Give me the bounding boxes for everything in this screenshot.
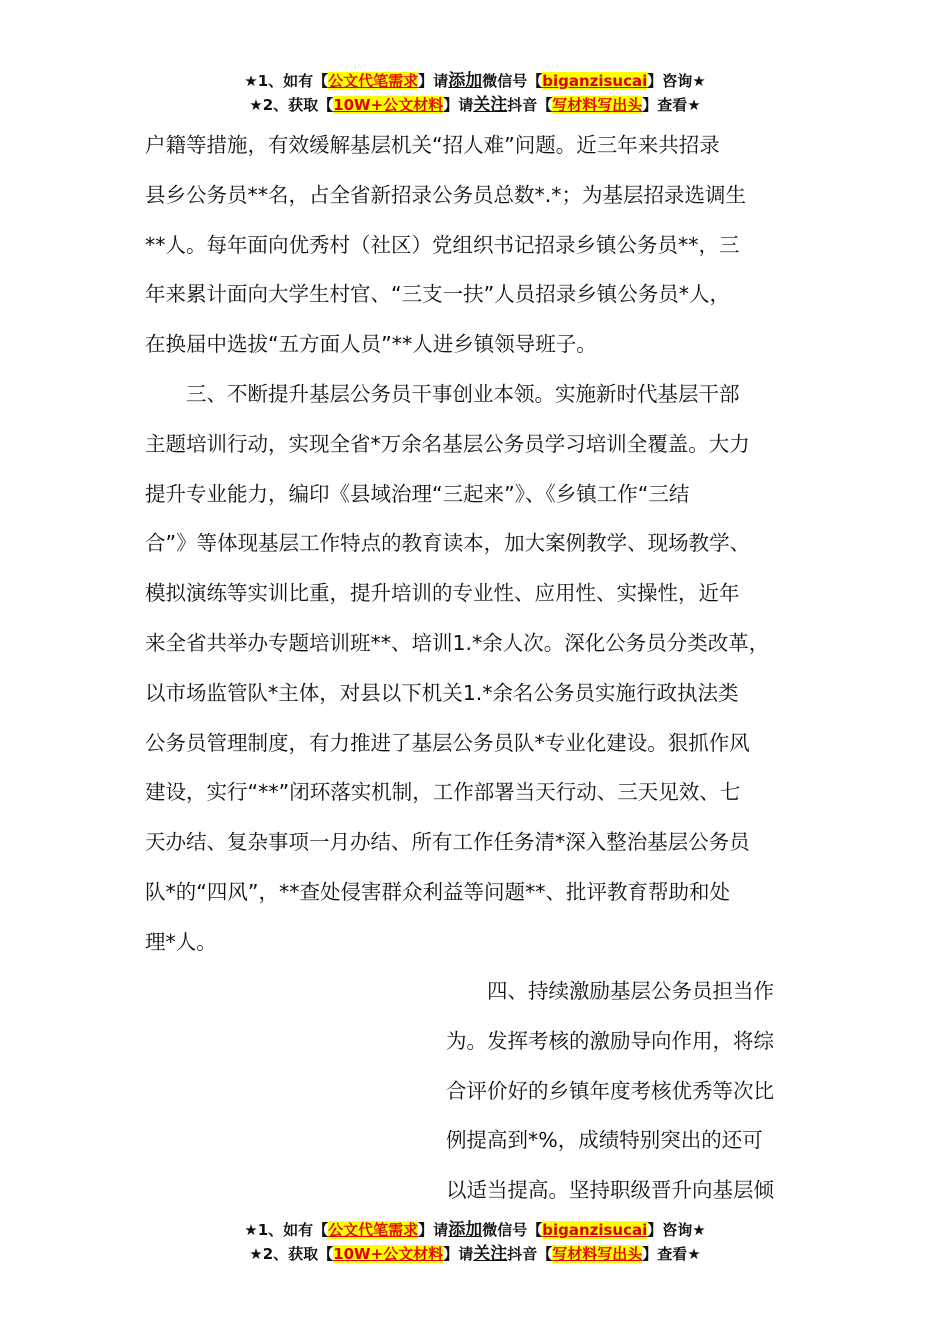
text-line: 以市场监管队*主体，对县以下机关1.*余名公务员实施行政执法类 (145, 680, 739, 705)
text-line: 公务员管理制度，有力推进了基层公务员队*专业化建设。狠抓作风 (145, 730, 750, 755)
text-line: 提升专业能力，编印《县域治理“三起来”》、《乡镇工作“三结 (145, 481, 690, 506)
text-line: 主题培训行动，实现全省*万余名基层公务员学习培训全覆盖。大力 (145, 431, 750, 456)
text-line: 例提高到*%，成绩特别突出的还可 (446, 1128, 763, 1153)
text-line: 来全省共举办专题培训班**、培训1.*余人次。深化公务员分类改革， (145, 631, 770, 655)
text-line: 县乡公务员**名，占全省新招录公务员总数*.*；为基层招录选调生 (145, 182, 747, 207)
promo-footer-line-1 (0, 1219, 950, 1241)
promo-highlight: 10W+公文材料 (333, 1245, 444, 1263)
promo-highlight: 10W+公文材料 (333, 96, 444, 114)
promo-highlight: 公文代笔需求 (328, 72, 419, 90)
promo-text: 抖音【 (507, 1245, 553, 1263)
text-line: 天办结、复杂事项一月办结、所有工作任务清*深入整治基层公务员 (145, 830, 750, 855)
promo-highlight: 写材料写出头 (552, 1245, 643, 1263)
text-line: 建设，实行“**”闭环落实机制，工作部署当天行动、三天见效、七 (145, 780, 741, 805)
promo-text: ★2、获取【 (249, 96, 334, 114)
promo-header-line-2 (0, 94, 950, 116)
text-line: 合”》等体现基层工作特点的教育读本，加大案例教学、现场教学、 (145, 531, 751, 556)
promo-text: 】查看★ (642, 96, 701, 114)
promo-text: 微信号【 (482, 1221, 543, 1239)
promo-text: 】请 (418, 72, 449, 90)
text-line: 四、持续激励基层公务员担当作 (446, 979, 774, 1003)
text-line: **人。每年面向优秀村（社区）党组织书记招录乡镇公务员**，三 (145, 232, 740, 257)
promo-underline: 关注 (473, 95, 508, 115)
promo-text: 】查看★ (642, 1245, 701, 1263)
promo-text: 】请 (418, 1221, 449, 1239)
text-line: 为。发挥考核的激励导向作用，将综 (446, 1028, 774, 1053)
promo-underline: 添加 (448, 1220, 483, 1240)
text-line: 队*的“四风”，**查处侵害群众利益等问题**、批评教育帮助和处 (145, 880, 730, 904)
promo-text: 抖音【 (507, 96, 553, 114)
text-line: 理*人。 (145, 929, 217, 954)
promo-header-line-1 (0, 70, 950, 92)
text-line: 在换届中选拔“五方面人员”**人进乡镇领导班子。 (145, 332, 597, 357)
promo-text: ★1、如有【 (244, 1221, 329, 1239)
promo-text: ★1、如有【 (244, 72, 329, 90)
promo-text: 】请 (443, 1245, 474, 1263)
text-line: 模拟演练等实训比重，提升培训的专业性、应用性、实操性，近年 (145, 581, 740, 606)
promo-highlight: biganzisucai (542, 72, 648, 90)
text-line: 户籍等措施，有效缓解基层机关“招人难”问题。近三年来共招录 (145, 133, 720, 157)
promo-highlight: 写材料写出头 (552, 96, 643, 114)
promo-text: 微信号【 (482, 72, 543, 90)
text-line: 年来累计面向大学生村官、“三支一扶”人员招录乡镇公务员*人， (145, 282, 730, 307)
promo-underline: 关注 (473, 1244, 508, 1264)
promo-text: 】请 (443, 96, 474, 114)
promo-text: 】咨询★ (647, 72, 706, 90)
promo-underline: 添加 (448, 71, 483, 91)
text-line: 合评价好的乡镇年度考核优秀等次比 (446, 1078, 774, 1103)
promo-footer-line-2 (0, 1243, 950, 1265)
text-line: 三、不断提升基层公务员干事创业本领。实施新时代基层干部 (145, 382, 740, 406)
promo-highlight: 公文代笔需求 (328, 1221, 419, 1239)
promo-highlight: biganzisucai (542, 1221, 648, 1239)
promo-text: 】咨询★ (647, 1221, 706, 1239)
text-line: 以适当提高。坚持职级晋升向基层倾 (446, 1178, 774, 1203)
promo-text: ★2、获取【 (249, 1245, 334, 1263)
